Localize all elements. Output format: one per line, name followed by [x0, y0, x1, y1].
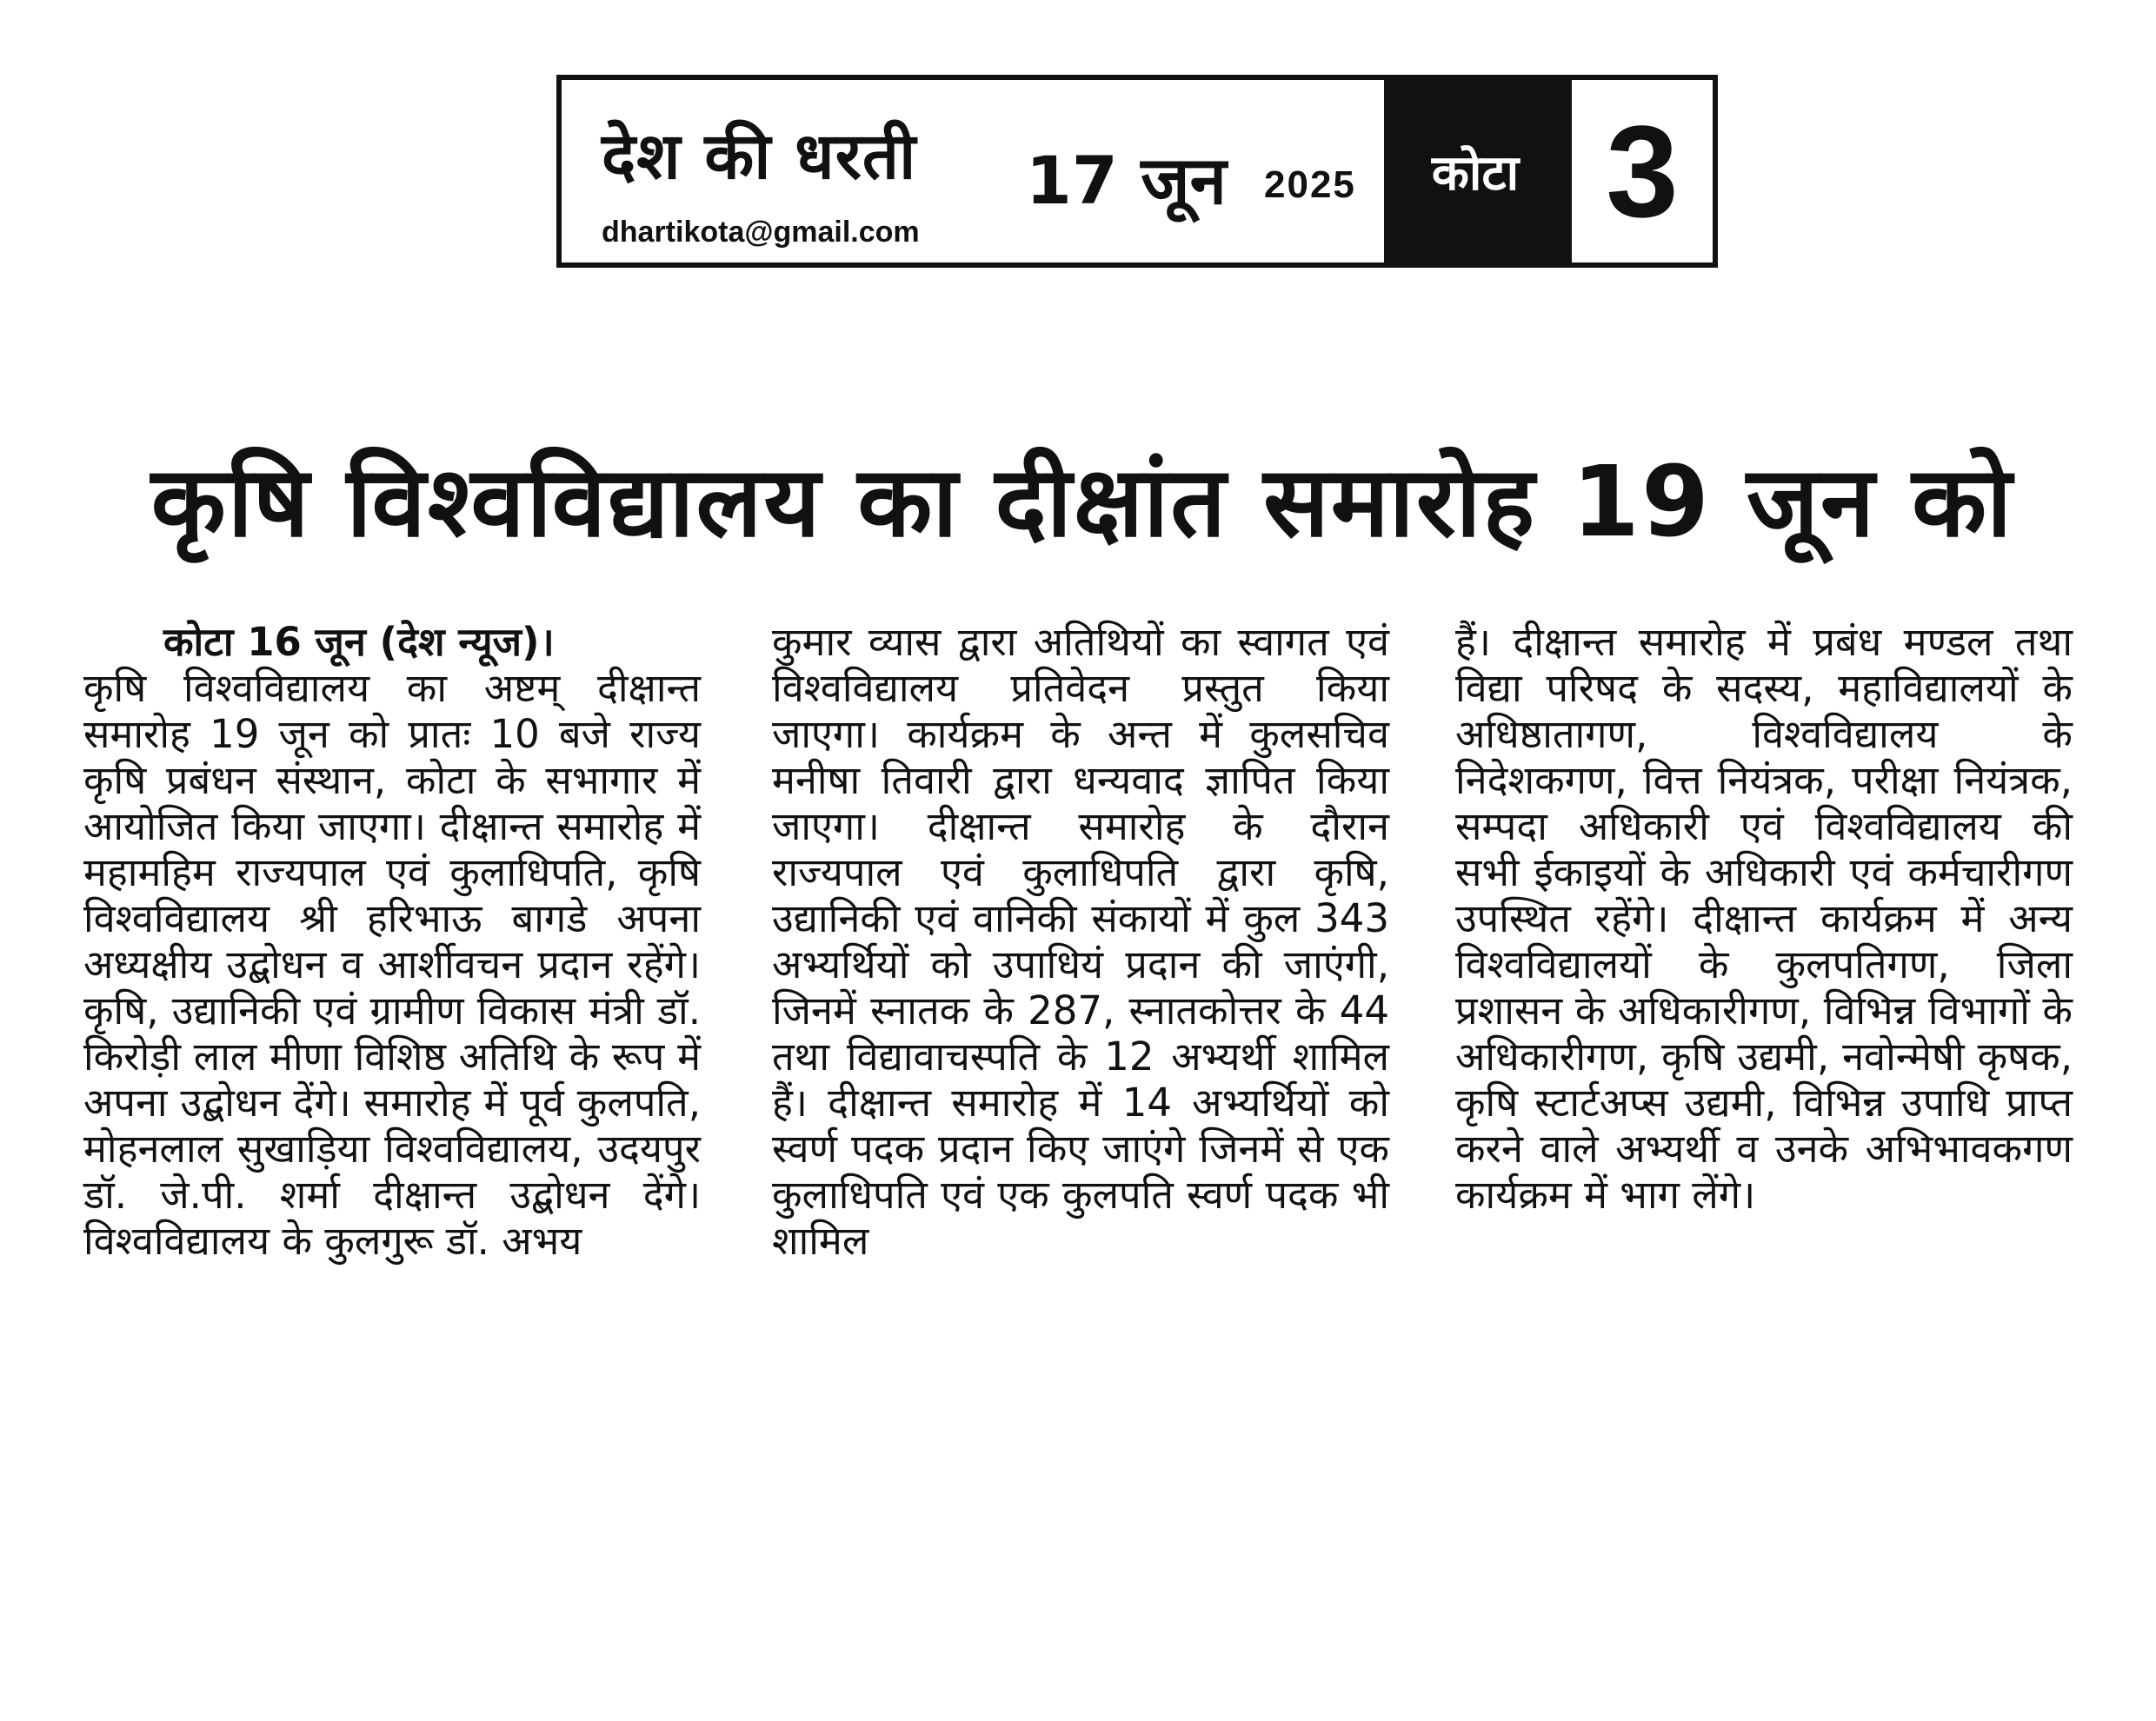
article-column-2-text: कुमार व्यास द्वारा अतिथियों का स्वागत एवं विश्वविद्यालय प्रतिवेदन प्रस्तुत किया जाएगा। कार्यक्रम के अन्त में कुलसचिव मनीषा तिवारी द्वारा धन्यवाद ज्ञापित किया जाएगा। दीक्षान्त समारोह के दौरान राज्यपाल एवं कुलाधिपति द्वारा कृषि, उद्यानिकी एवं वानिकी संकायों में कुल 343 अभ्यर्थियों को उपाधियं प्रदान की जाएंगी, जिनमें स्नातक के 287, स्नातकोत्तर के 44 तथा विद्यावाचस्पति के 12 अभ्यर्थी शामिल हैं। दीक्षान्त समारोह में 14 अभ्यर्थियों को स्वर्ण पदक प्रदान किए जाएंगे जिनमें से एक कुलाधिपति एवं एक कुलपति स्वर्ण पदक भी शामिल: [772, 619, 1389, 1264]
article-column-3: [1455, 619, 2073, 1218]
article-column-3-text: हैं। दीक्षान्त समारोह में प्रबंध मण्डल तथा विद्या परिषद के सदस्य, महाविद्यालयों के अधिष्ठातागण, विश्वविद्यालय के निदेशकगण, वित्त नियंत्रक, परीक्षा नियंत्रक, सम्पदा अधिकारी एवं विश्वविद्यालय की सभी ईकाइयों के अधिकारी एवं कर्मचारीगण उपस्थित रहेंगे। दीक्षान्त कार्यक्रम में अन्य विश्वविद्यालयों के कुलपतिगण, जिला प्रशासन के अधिकारीगण, विभिन्न विभागों के अधिकारीगण, कृषि उद्यमी, नवोन्मेषी कृषक, कृषि स्टार्टअप्स उद्यमी, विभिन्न उपाधि प्राप्त करने वाले अभ्यर्थी व उनके अभिभावकगण कार्यक्रम में भाग लेंगे।: [1455, 619, 2073, 1218]
page-number: 3: [1567, 80, 1713, 262]
issue-year: 2025: [1264, 163, 1356, 206]
issue-date: 17 जून: [1026, 142, 1227, 219]
article-column-1: [83, 619, 701, 1264]
newspaper-name: देश की धरती: [602, 119, 917, 194]
masthead: [556, 75, 1718, 268]
edition-city: कोटा: [1384, 80, 1567, 262]
article-headline: कृषि विश्वविद्यालय का दीक्षांत समारोह 19 जून को: [150, 446, 2014, 559]
masthead-main: [562, 80, 1384, 262]
article-column-2: [772, 619, 1389, 1264]
article-column-1-text: कृषि विश्वविद्यालय का अष्टम् दीक्षान्त समारोह 19 जून को प्रातः 10 बजे राज्य कृषि प्रबंधन संस्थान, कोटा के सभागार में आयोजित किया जाएगा। दीक्षान्त समारोह में महामहिम राज्यपाल एवं कुलाधिपति, कृषि विश्वविद्यालय श्री हरिभाऊ बागडे अपना अध्यक्षीय उद्बोधन व आर्शीवचन प्रदान रहेंगे। कृषि, उद्यानिकी एवं ग्रामीण विकास मंत्री डॉ. किरोड़ी लाल मीणा विशिष्ठ अतिथि के रूप में अपना उद्बोधन देंगे। समारोह में पूर्व कुलपति, मोहनलाल सुखाड़िया विश्वविद्यालय, उदयपुर डॉ. जे.पी. शर्मा दीक्षान्त उद्बोधन देंगे। विश्वविद्यालय के कुलगुरू डॉ. अभय: [83, 665, 701, 1264]
newspaper-email: dhartikota@gmail.com: [602, 216, 920, 249]
article-dateline: कोटा 16 जून (देश न्यूज)।: [163, 619, 555, 665]
